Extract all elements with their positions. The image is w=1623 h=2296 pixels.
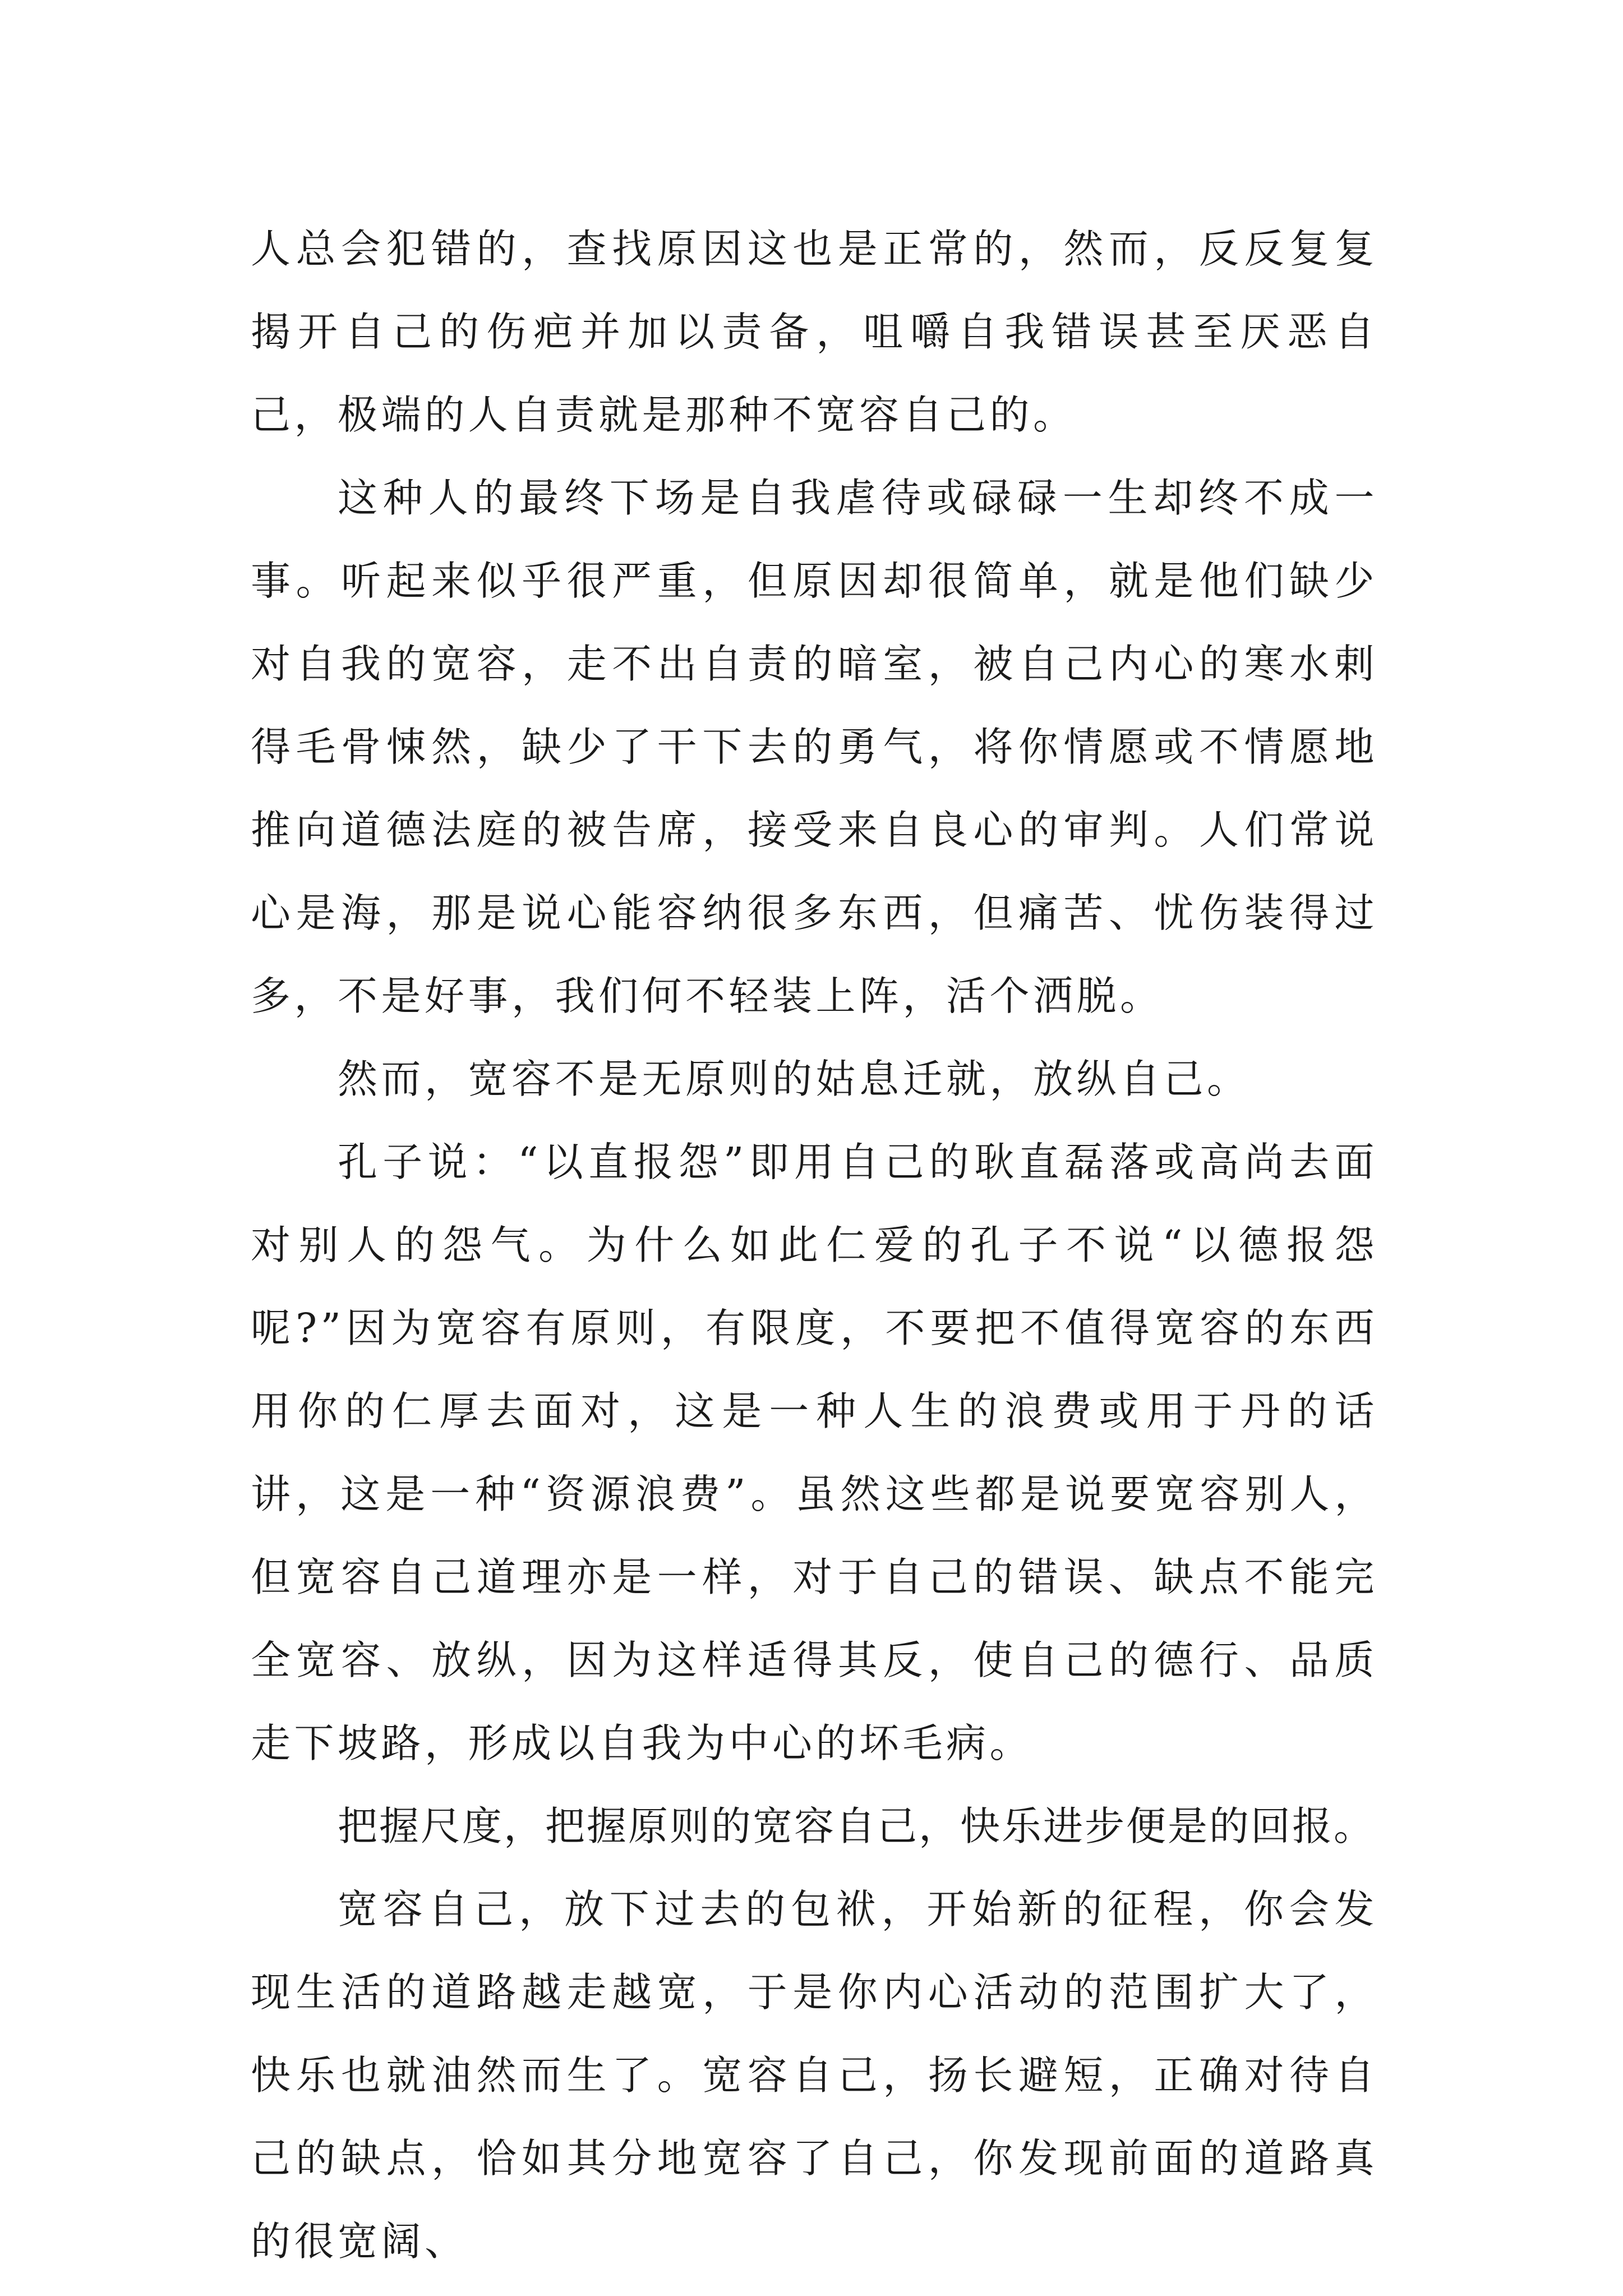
paragraph: 宽容自己，放下过去的包袱，开始新的征程，你会发现生活的道路越走越宽，于是你内心活动的范围扩大了，快乐也就油然而生了。宽容自己，扬长避短，正确对待自己的缺点，恰如其分地宽容了自己，你发现前面的道路真的很宽阔、 [251,1886,1378,2265]
document-body [251,208,1378,2283]
paragraph: 然而，宽容不是无原则的姑息迁就，放纵自己。 [338,1056,1251,1102]
paragraph: 这种人的最终下场是自我虐待或碌碌一生却终不成一事。听起来似乎很严重，但原因却很简单，就是他们缺少对自我的宽容，走不出自责的暗室，被自己内心的寒水剌得毛骨悚然，缺少了干下去的勇气，将你情愿或不情愿地推向道德法庭的被告席，接受来自良心的审判。人们常说心是海，那是说心能容纳很多东西，但痛苦、忧伤装得过多，不是好事，我们何不轻装上阵，活个洒脱。 [251,475,1378,1019]
paragraph: 人总会犯错的，查找原因这也是正常的，然而，反反复复揭开自己的伤疤并加以责备，咀嚼自我错误甚至厌恶自己，极端的人自责就是那种不宽容自己的。 [251,226,1378,438]
paragraph: 把握尺度，把握原则的宽容自己，快乐进步便是的回报。 [338,1803,1376,1849]
paragraph: 孔子说：“以直报怨”即用自己的耿直磊落或高尚去面对别人的怨气。为什么如此仁爱的孔子不说“以德报怨呢?”因为宽容有原则，有限度，不要把不值得宽容的东西用你的仁厚去面对，这是一种人生的浪费或用于丹的话讲，这是一种“资源浪费”。虽然这些都是说要宽容别人，但宽容自己道理亦是一样，对于自己的错误、缺点不能完全宽容、放纵，因为这样适得其反，使自己的德行、品质走下坡路，形成以自我为中心的坏毛病。 [251,1139,1378,1766]
